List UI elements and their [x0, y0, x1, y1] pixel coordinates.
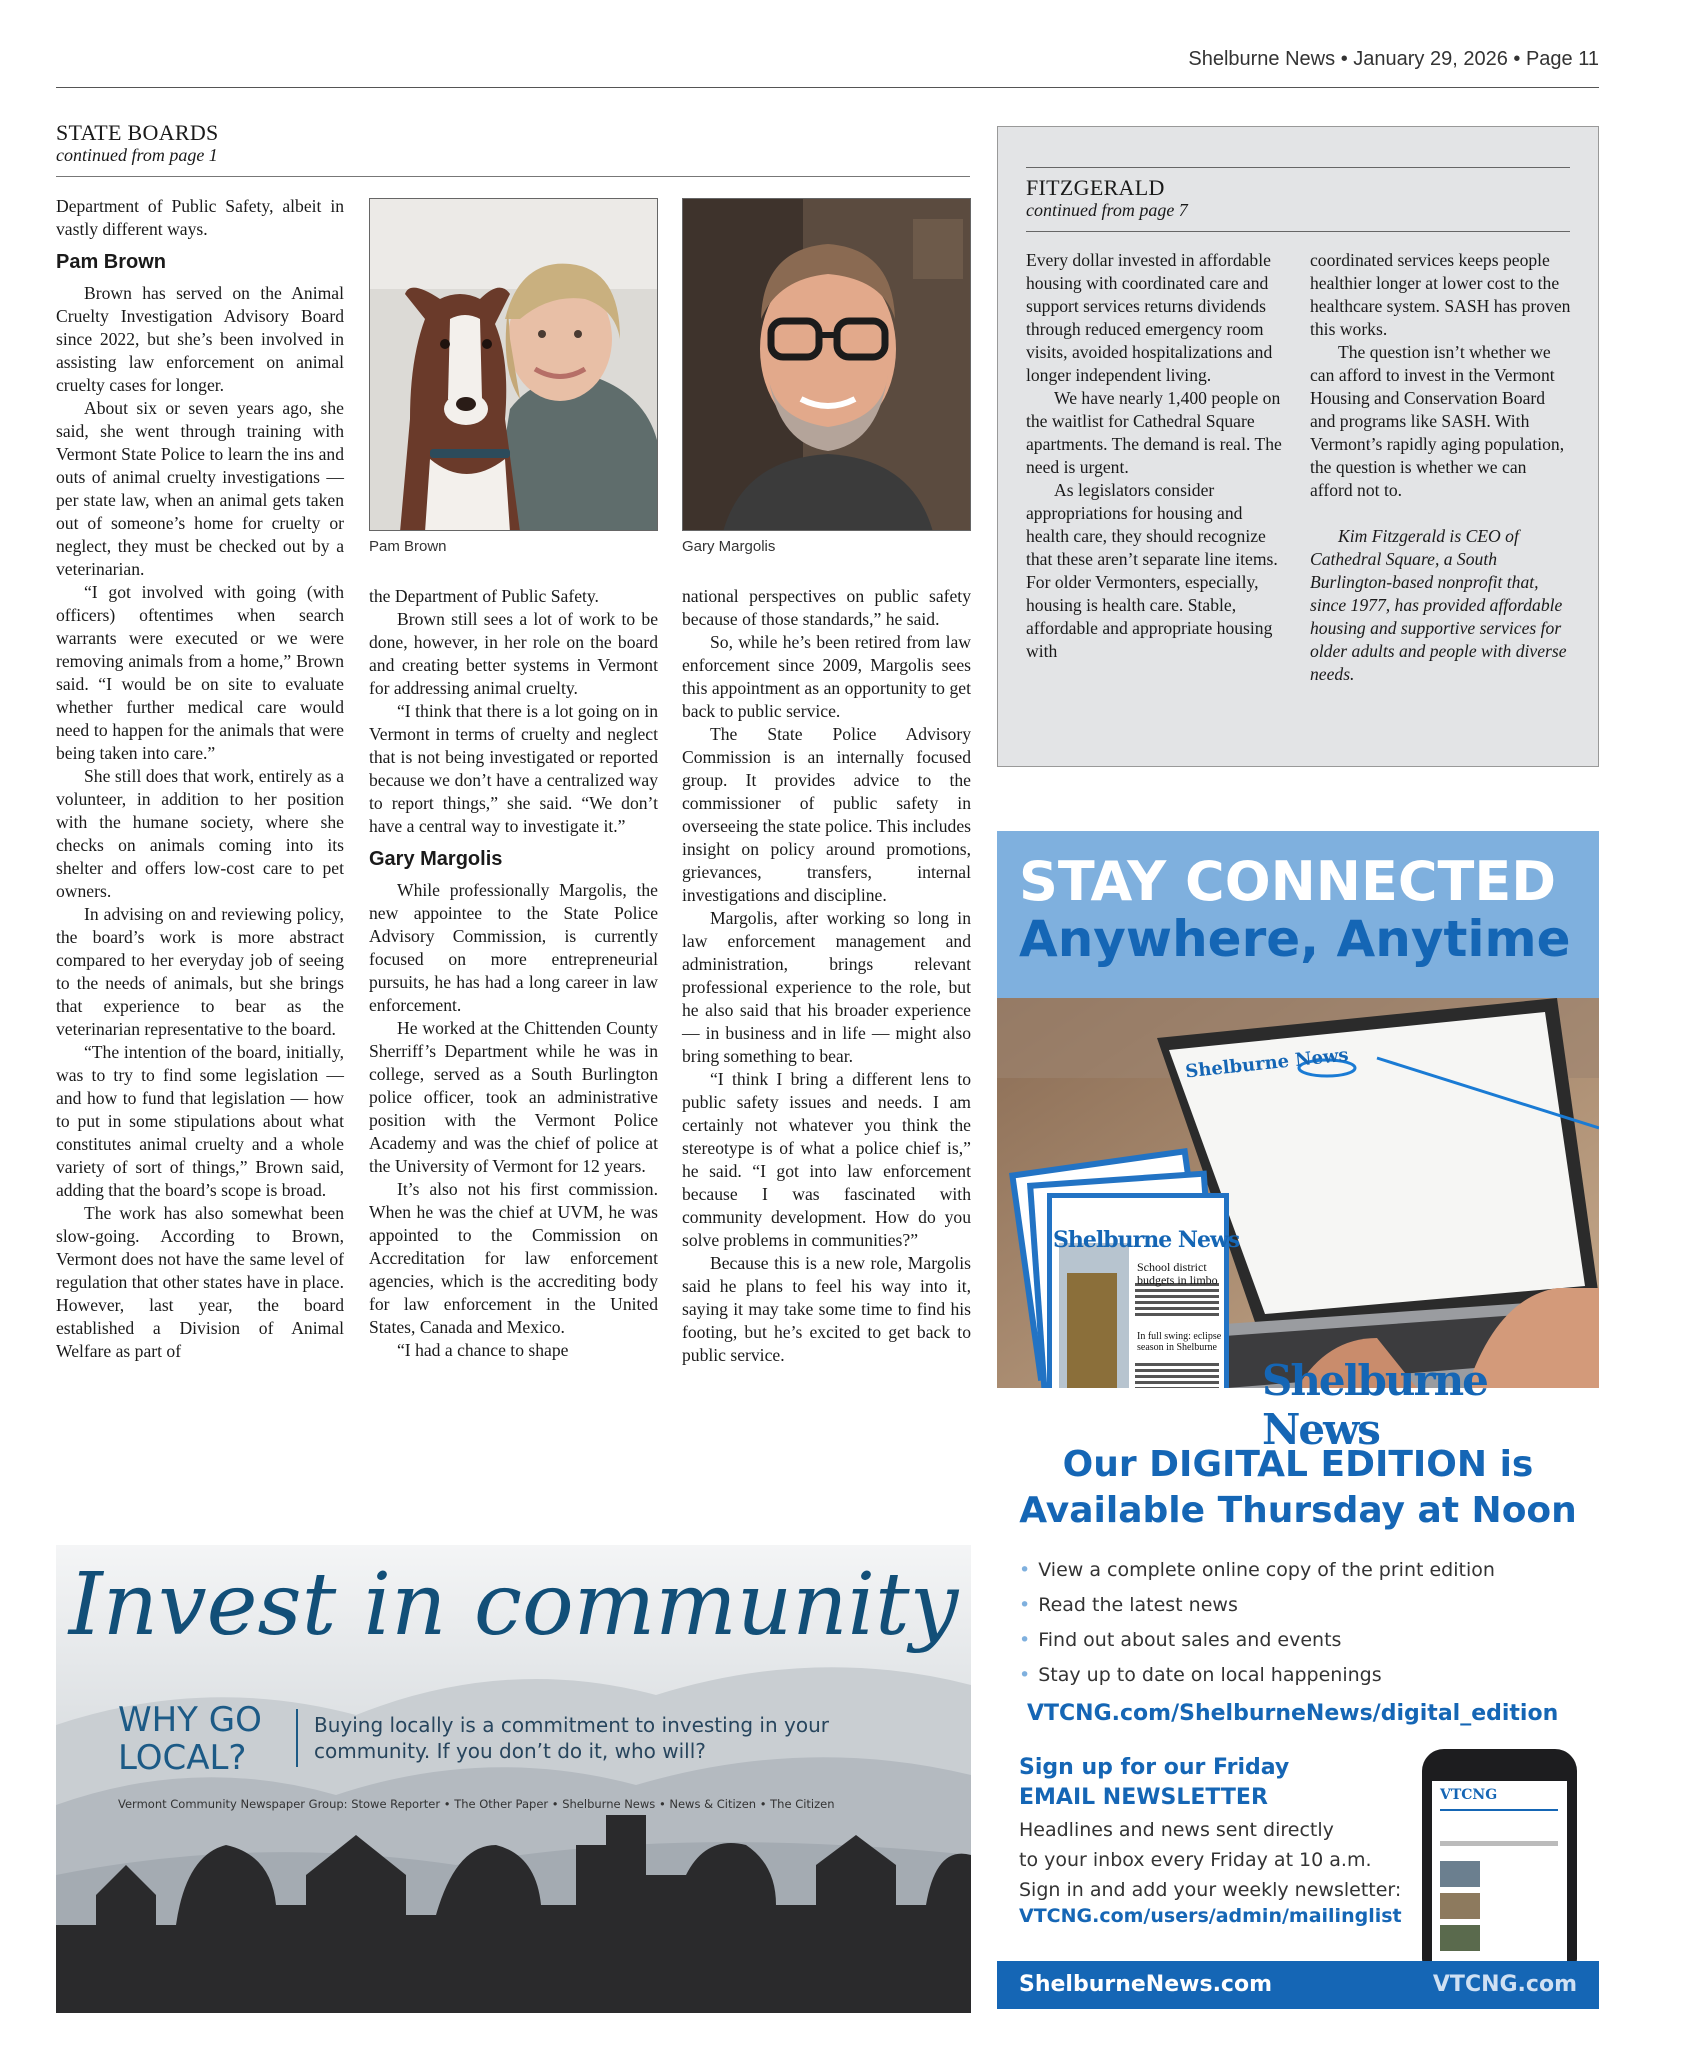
bullet-item: [1019, 1623, 1495, 1658]
ad-header-band: [997, 831, 1599, 998]
paragraph: In advising on and reviewing policy, the board’s work is more abstract compared to her everyday job of seeing to the needs of animals, but she brings that experience to bear as the veterinarian representative to the board.: [56, 904, 344, 1039]
paragraph: The question isn’t whether we can afford to invest in the Vermont Housing and Conservation Board and programs like SASH. With Vermont’s rapidly aging population, the question is whether we can afford not to.: [1310, 342, 1565, 500]
newsletter-heading-1: Sign up for our Friday: [1019, 1755, 1290, 1780]
paragraph: national perspectives on public safety because of those standards,” he said.: [682, 586, 971, 629]
bullet-dot: •: [1019, 1664, 1031, 1686]
footer-link-shelburnenews[interactable]: ShelburneNews.com: [1019, 1972, 1272, 1997]
state-boards-continued: continued from page 1: [56, 145, 218, 165]
pam-brown-photo-image: [370, 199, 658, 531]
paragraph: The State Police Advisory Commission is an internally focused group. It provides advice to the commissioner of public safety in overseeing the state police. This includes insight on policy around promotions, grievances, transfers, internal investigations and discipline.: [682, 724, 971, 905]
bullet-dot: •: [1019, 1594, 1031, 1616]
author-bio: Kim Fitzgerald is CEO of Cathedral Square, a South Burlington-based nonprofit that, since 1977, has provided affordable housing and supportive services for older adults and people with diverse needs.: [1310, 526, 1567, 684]
paper-masthead: Shelburne News: [1053, 1227, 1240, 1253]
paragraph: While professionally Margolis, the new appointee to the State Police Advisory Commission, is currently focused on more entrepreneurial pursuits, he has had a long career in law enforcement.: [369, 880, 658, 1015]
phone-logo: VTCNG: [1440, 1787, 1498, 1803]
newsletter-link[interactable]: VTCNG.com/users/admin/mailinglist: [1019, 1905, 1402, 1927]
why-go-local-line-1: WHY GO: [118, 1700, 262, 1740]
paper-story-2: In full swing: eclipse season in Shelburne: [1137, 1331, 1222, 1353]
invest-footer-publications: Vermont Community Newspaper Group: Stowe Reporter • The Other Paper • Shelburne News • News & Citizen • The Citizen: [118, 1797, 835, 1811]
paragraph: Brown has served on the Animal Cruelty Investigation Advisory Board since 2022, but she’s been involved in assisting law enforcement on animal cruelty cases for longer.: [56, 283, 344, 395]
bullet-text: View a complete online copy of the print edition: [1038, 1559, 1495, 1581]
paragraph: It’s also not his first commission. When he was the chief at UVM, he was appointed to the Commission on Accreditation for law enforcement agencies, which is the accrediting body for law enforcement in the United States, Canada and Mexico.: [369, 1179, 658, 1337]
ad-headline-1: STAY CONNECTED: [1019, 850, 1557, 913]
paragraph: Every dollar invested in affordable housing with coordinated care and support services returns dividends through reduced emergency room visits, avoided hospitalizations and longer independent living.: [1026, 250, 1273, 385]
subhead-gary-margolis: Gary Margolis: [369, 848, 503, 870]
subhead-pam-brown: Pam Brown: [56, 251, 167, 273]
paper-story-1: School district budgets in limbo: [1137, 1260, 1218, 1287]
paragraph: So, while he’s been retired from law enforcement since 2009, Margolis sees this appointment as an opportunity to get back to public service.: [682, 632, 971, 721]
phone-screen: [1432, 1781, 1567, 1977]
digital-edition-link[interactable]: VTCNG.com/ShelburneNews/digital_edition: [1027, 1701, 1559, 1726]
invest-text-2: community. If you don’t do it, who will?: [314, 1739, 706, 1763]
folio-page: Page 11: [1525, 48, 1599, 70]
paragraph: the Department of Public Safety.: [369, 586, 599, 606]
phone-thumb: [1440, 1925, 1480, 1951]
paragraph: Margolis, after working so long in law enforcement management and administration, brings relevant professional experience to the role, but he also said that his broader experience — in business and in life — might also bring something to bear.: [682, 908, 971, 1066]
paragraph: “I think I bring a different lens to public safety issues and needs. I am certainly not whatever you think the stereotype is of what a police chief is,” he said. “I got into law enforcement because I was fascinated with community development. How do you solve problems in communities?”: [682, 1069, 971, 1250]
paragraph: We have nearly 1,400 people on the waitlist for Cathedral Square apartments. The demand is real. The need is urgent.: [1026, 388, 1282, 477]
fitzgerald-kicker: FITZGERALD: [1026, 175, 1165, 200]
paragraph: coordinated services keeps people healthier longer at lower cost to the healthcare system. SASH has proven this works.: [1310, 250, 1571, 339]
bullet-text: Find out about sales and events: [1038, 1629, 1342, 1651]
paragraph: She still does that work, entirely as a volunteer, in addition to her position with the humane society, where she checks on animals coming into its shelter and offers low-cost care to pet owners.: [56, 766, 344, 901]
fitzgerald-continued: continued from page 7: [1026, 200, 1188, 220]
photo-gary-margolis: [682, 198, 971, 531]
article-column-2: [369, 585, 658, 1362]
paragraph: As legislators consider appropriations for housing and health care, they should recognize that these aren’t separate line items. For older Vermonters, especially, housing is health care. Stable, affordable and appropriate housing with: [1026, 480, 1278, 661]
article-column-3: [682, 585, 971, 1367]
digital-edition-title-1: Our DIGITAL EDITION is: [1062, 1444, 1534, 1485]
ad-headline-2: Anywhere, Anytime: [1019, 910, 1571, 968]
newsletter-text-1: Headlines and news sent directly: [1019, 1819, 1334, 1841]
folio-paper: Shelburne News: [1188, 48, 1336, 70]
phone-thumb: [1440, 1893, 1480, 1919]
paragraph: “I think that there is a lot going on in Vermont in terms of cruelty and neglect that is not being investigated or reported because we don’t have a centralized way to report things,” she said. “We don’t have a central way to investigate it.”: [369, 701, 658, 836]
laptop-masthead: Shelburne News: [1184, 1044, 1350, 1083]
bullet-item: [1019, 1553, 1495, 1588]
digital-edition-title-2: Available Thursday at Noon: [1019, 1490, 1577, 1531]
gary-margolis-photo-image: [683, 199, 971, 531]
footer-link-vtcng[interactable]: VTCNG.com: [1432, 1972, 1577, 1997]
paragraph: Department of Public Safety, albeit in vastly different ways.: [56, 196, 344, 239]
box-top-rule: [1026, 167, 1570, 168]
phone-image: [1422, 1749, 1577, 1981]
newsletter-text-2: to your inbox every Friday at 10 a.m.: [1019, 1849, 1372, 1871]
invest-divider: [296, 1709, 298, 1767]
phone-rule: [1440, 1809, 1558, 1811]
paragraph: Because this is a new role, Margolis said he plans to feel his way into it, saying it may take some time to find his footing, but he’s excited to get back to public service.: [682, 1253, 971, 1365]
newsletter-heading-2: EMAIL NEWSLETTER: [1019, 1785, 1268, 1810]
article-column-1: [56, 195, 344, 1363]
paragraph: Brown still sees a lot of work to be done, however, in her role on the board and creating better systems in Vermont for addressing animal cruelty.: [369, 609, 658, 698]
phone-thumb: [1440, 1861, 1480, 1887]
bullet-item: [1019, 1588, 1495, 1623]
phone-line: [1440, 1841, 1558, 1846]
photo-caption-gary-margolis: Gary Margolis: [682, 538, 776, 555]
state-boards-kicker: STATE BOARDS: [56, 120, 219, 145]
why-go-local-line-2: LOCAL?: [118, 1738, 247, 1778]
paragraph: About six or seven years ago, she said, she went through training with Vermont State Police to learn the ins and outs of animal cruelty investigations — per state law, when an animal gets taken out of someone’s home for cruelty or neglect, they must be checked out by a veterinarian.: [56, 398, 344, 579]
fitzgerald-column-2: [1310, 249, 1572, 686]
bullet-dot: •: [1019, 1629, 1031, 1651]
invest-title: Invest in community: [68, 1555, 959, 1655]
invest-text-1: Buying locally is a commitment to investing in your: [314, 1713, 829, 1737]
fitzgerald-column-1: [1026, 249, 1284, 663]
folio-date: January 29, 2026: [1353, 48, 1508, 70]
bullet-dot: •: [1019, 1559, 1031, 1581]
invest-in-community-ad: [56, 1545, 971, 2013]
digital-edition-bullets: [1019, 1553, 1495, 1693]
paragraph: “I got involved with going (with officers) oftentimes when search warrants were executed or we were removing animals from a home,” Brown said. “I would be on site to evaluate whether further medical care would need to happen for the animals that were being taken into care.”: [56, 582, 344, 763]
newsletter-text-3: Sign in and add your weekly newsletter:: [1019, 1879, 1402, 1901]
paragraph: “The intention of the board, initially, was to try to find some legislation — and how to fund that legislation — how to put in some stipulations about what constitutes animal cruelty and a whole variety of sort of things,” Brown said, adding that the board’s scope is broad.: [56, 1042, 344, 1200]
paragraph: “I had a chance to shape: [397, 1340, 569, 1360]
bullet-text: Read the latest news: [1038, 1594, 1238, 1616]
folio-rule: [56, 87, 1599, 88]
section-rule: [56, 176, 970, 177]
ad-footer-bar: [997, 1961, 1599, 2009]
shelburne-news-logo: Shelburne News: [1262, 1356, 1487, 1454]
folio-separator: •: [1513, 48, 1521, 70]
page-folio: [56, 48, 1599, 71]
bullet-text: Stay up to date on local happenings: [1038, 1664, 1382, 1686]
paragraph: The work has also somewhat been slow-going. According to Brown, Vermont does not have the same level of regulation that other states have in place. However, last year, the board established a Division of Animal Welfare as part of: [56, 1203, 344, 1361]
photo-caption-pam-brown: Pam Brown: [369, 538, 447, 555]
fitzgerald-box: [997, 126, 1599, 767]
bullet-item: [1019, 1658, 1495, 1693]
folio-separator: •: [1340, 48, 1348, 70]
paragraph: He worked at the Chittenden County Sherriff’s Department while he was in college, served as a South Burlington police officer, took an administrative position with the Vermont Police Academy and was the chief of police at the University of Vermont for 12 years.: [369, 1018, 658, 1176]
stay-connected-ad[interactable]: [997, 831, 1599, 2011]
photo-pam-brown: [369, 198, 658, 531]
box-section-rule: [1026, 231, 1570, 232]
